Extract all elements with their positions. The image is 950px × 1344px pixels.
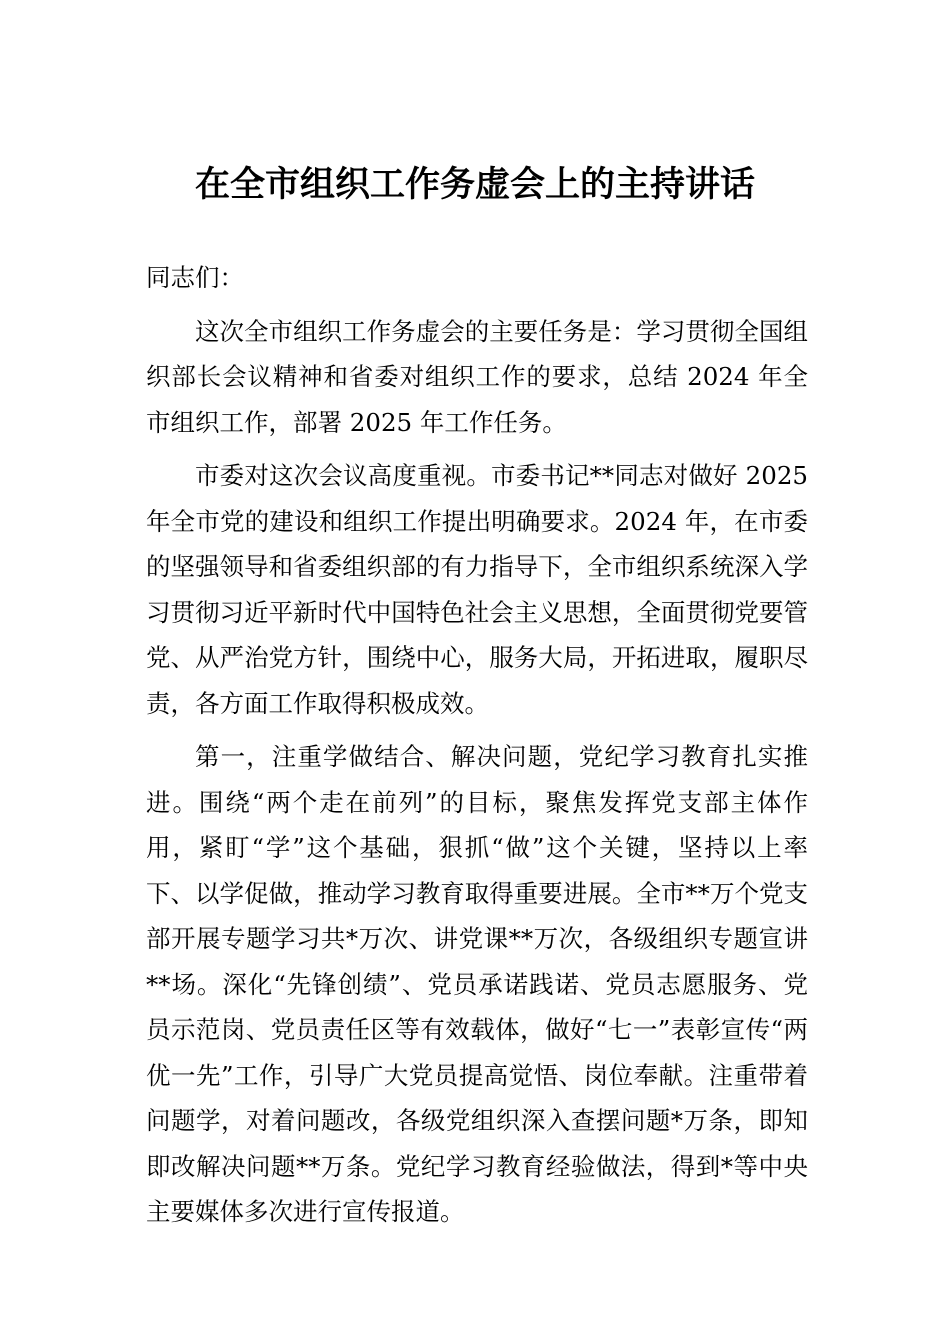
paragraph-2: 市委对这次会议高度重视。市委书记**同志对做好 2025 年全市党的建设和组织工作提出明确要求。2024 年，在市委的坚强领导和省委组织部的有力指导下，全市组织系统深入学习贯彻习近平新时代中国特色社会主义思想，全面贯彻党要管党、从严治党方针，围绕中心，服务大局，开拓进取，履职尽责，各方面工作取得积极成效。 bbox=[146, 461, 808, 718]
document-body bbox=[146, 255, 808, 1243]
paragraph-3: 第一，注重学做结合、解决问题，党纪学习教育扎实推进。围绕“两个走在前列”的目标，聚焦发挥党支部主体作用，紧盯“学”这个基础，狠抓“做”这个关键，坚持以上率下、以学促做，推动学习教育取得重要进展。全市**万个党支部开展专题学习共*万次、讲党课**万次，各级组织专题宣讲**场。深化“先锋创绩”、党员承诺践诺、党员志愿服务、党员示范岗、党员责任区等有效载体，做好“七一”表彰宣传“两优一先”工作，引导广大党员提高觉悟、岗位奉献。注重带着问题学，对着问题改，各级党组织深入查摆问题*万条，即知即改解决问题**万条。党纪学习教育经验做法，得到*等中央主要媒体多次进行宣传报道。 bbox=[146, 742, 808, 1226]
salutation: 同志们： bbox=[146, 263, 244, 292]
paragraph-1: 这次全市组织工作务虚会的主要任务是：学习贯彻全国组织部长会议精神和省委对组织工作的要求，总结 2024 年全市组织工作，部署 2025 年工作任务。 bbox=[146, 316, 808, 437]
document-title: 在全市组织工作务虚会上的主持讲话 bbox=[194, 164, 755, 205]
